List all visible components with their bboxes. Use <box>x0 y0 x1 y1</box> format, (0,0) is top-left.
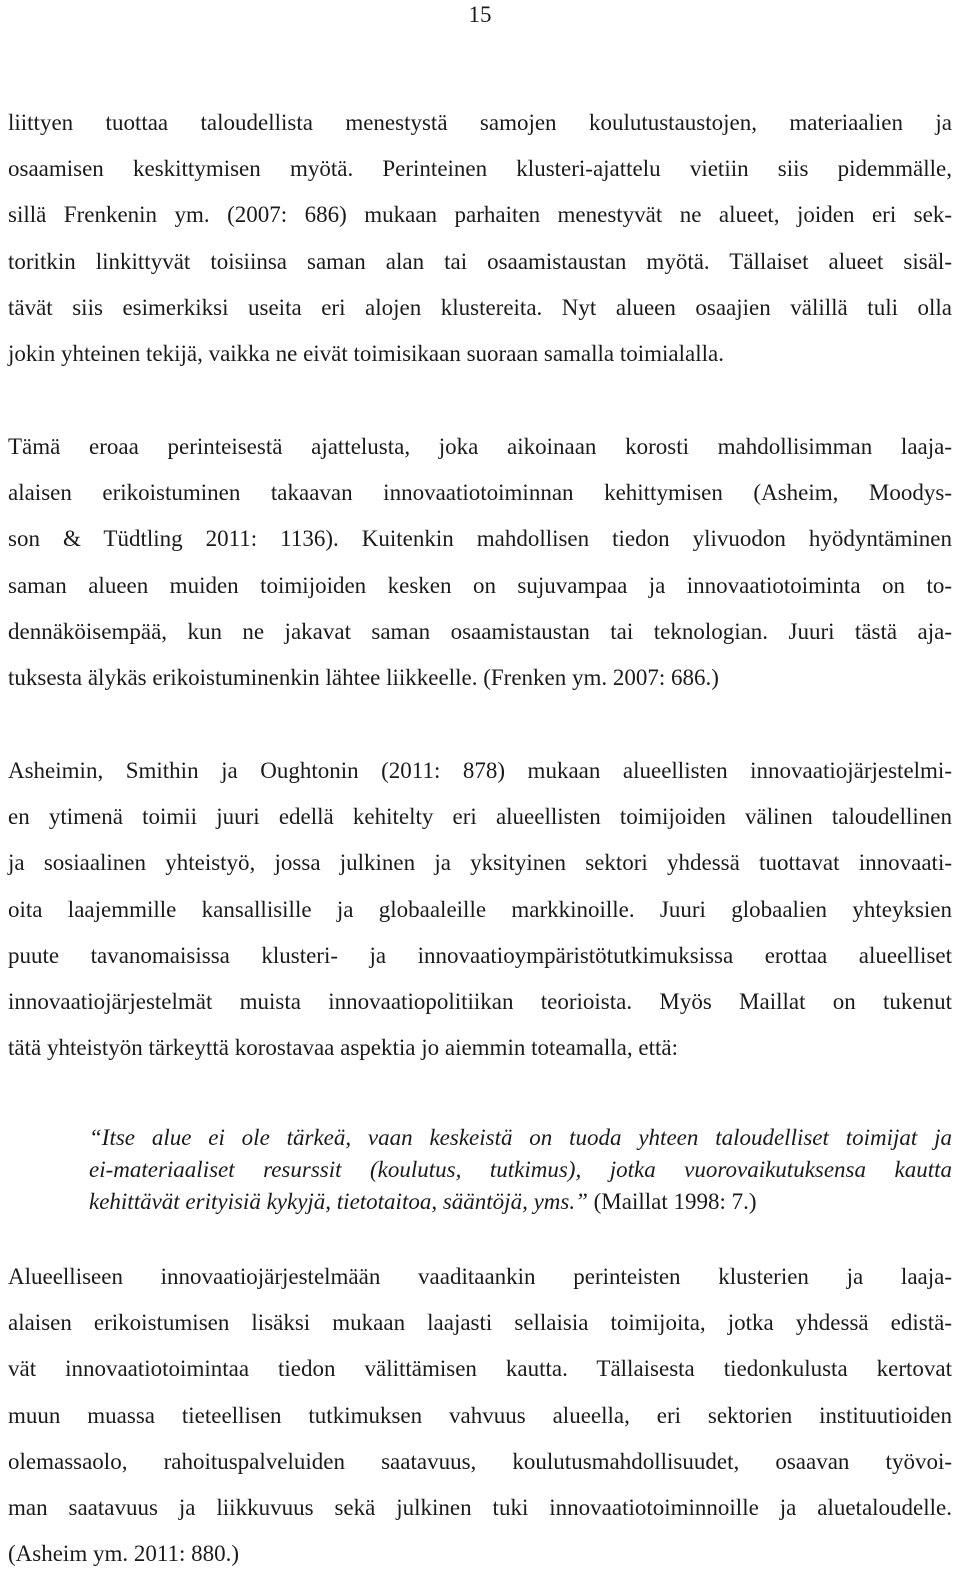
quote-line <box>89 1122 952 1154</box>
paragraph-2 <box>8 424 952 701</box>
paragraph-line: muun muassa tieteellisen tutkimuksen vahvuus alueella, eri sektorien instituutioiden <box>8 1402 952 1428</box>
paragraph-line: saman alueen muiden toimijoiden kesken on sujuvampaa ja innovaatiotoiminta on to- <box>8 572 952 598</box>
paragraph-1 <box>8 100 952 377</box>
paragraph-line: tätä yhteistyön tärkeyttä korostavaa aspektia jo aiemmin toteamalla, että: <box>8 1035 678 1061</box>
paragraph-line: osaamisen keskittymisen myötä. Perinteinen klusteri-ajattelu vietiin siis pidemmälle, <box>8 156 952 182</box>
quote-line <box>89 1154 952 1186</box>
quote-line <box>89 1186 952 1218</box>
quote-text: ei-materiaaliset resurssit (koulutus, tutkimus), jotka vuorovaikutuksensa kautta <box>89 1157 952 1182</box>
paragraph-line: jokin yhteinen tekijä, vaikka ne eivät toimisikaan suoraan samalla toimialalla. <box>8 340 724 366</box>
paragraph-4 <box>8 1254 952 1577</box>
paragraph-line: man saatavuus ja liikkuvuus sekä julkinen tuki innovaatiotoiminnoille ja aluetaloudelle. <box>8 1494 952 1520</box>
paragraph-line: oita laajemmille kansallisille ja globaaleille markkinoille. Juuri globaalien yhteyksien <box>8 896 952 922</box>
paragraph-line: Tämä eroaa perinteisestä ajattelusta, joka aikoinaan korosti mahdollisimman laaja- <box>8 434 952 459</box>
page-number: 15 <box>468 2 492 27</box>
block-quote <box>89 1122 952 1218</box>
quote-text: kehittävät erityisiä kykyjä, tietotaitoa, sääntöjä, yms.” <box>89 1189 588 1214</box>
paragraph-line: innovaatiojärjestelmät muista innovaatiopolitiikan teorioista. Myös Maillat on tukenut <box>8 988 952 1014</box>
paragraph-line: tävät siis esimerkiksi useita eri alojen klustereita. Nyt alueen osaajien välillä tuli olla <box>8 294 952 320</box>
paragraph-line: son & Tüdtling 2011: 1136). Kuitenkin mahdollisen tiedon ylivuodon hyödyntäminen <box>8 526 952 552</box>
paragraph-line: alaisen erikoistuminen takaavan innovaatiotoiminnan kehittymisen (Asheim, Moodys- <box>8 480 952 506</box>
paragraph-line: dennäköisempää, kun ne jakavat saman osaamistaustan tai teknologian. Juuri tästä aja- <box>8 618 952 644</box>
paragraph-line: ja sosiaalinen yhteistyö, jossa julkinen ja yksityinen sektori yhdessä tuottavat innovaati- <box>8 850 952 876</box>
paragraph-line: liittyen tuottaa taloudellista menestystä samojen koulutustaustojen, materiaalien ja <box>8 110 952 135</box>
paragraph-line: olemassaolo, rahoituspalveluiden saatavuus, koulutusmahdollisuudet, osaavan työvoi- <box>8 1448 952 1474</box>
quote-text: “Itse alue ei ole tärkeä, vaan keskeistä on tuoda yhteen taloudelliset toimijat ja <box>89 1125 952 1150</box>
paragraph-line: (Asheim ym. 2011: 880.) <box>8 1541 240 1567</box>
paragraph-3 <box>8 748 952 1071</box>
paragraph-line: vät innovaatiotoimintaa tiedon välittämisen kautta. Tällaisesta tiedonkulusta kertovat <box>8 1356 952 1382</box>
paragraph-line: toritkin linkittyvät toisiinsa saman alan tai osaamistaustan myötä. Tällaiset alueet sisäl- <box>8 248 952 274</box>
paragraph-line: puute tavanomaisissa klusteri- ja innovaatioympäristötutkimuksissa erottaa alueelliset <box>8 942 952 968</box>
paragraph-line: alaisen erikoistumisen lisäksi mukaan laajasti sellaisia toimijoita, jotka yhdessä edistä- <box>8 1310 952 1336</box>
paragraph-line: tuksesta älykäs erikoistuminenkin lähtee liikkeelle. (Frenken ym. 2007: 686.) <box>8 664 719 690</box>
paragraph-line: Asheimin, Smithin ja Oughtonin (2011: 878) mukaan alueellisten innovaatiojärjestelmi- <box>8 758 952 783</box>
quote-citation: (Maillat 1998: 7.) <box>587 1189 757 1214</box>
paragraph-line: sillä Frenkenin ym. (2007: 686) mukaan parhaiten menestyvät ne alueet, joiden eri sek- <box>8 202 952 228</box>
paragraph-line: en ytimenä toimii juuri edellä kehitelty eri alueellisten toimijoiden välinen taloudellinen <box>8 804 952 830</box>
paragraph-line: Alueelliseen innovaatiojärjestelmään vaaditaankin perinteisten klusterien ja laaja- <box>8 1264 952 1289</box>
